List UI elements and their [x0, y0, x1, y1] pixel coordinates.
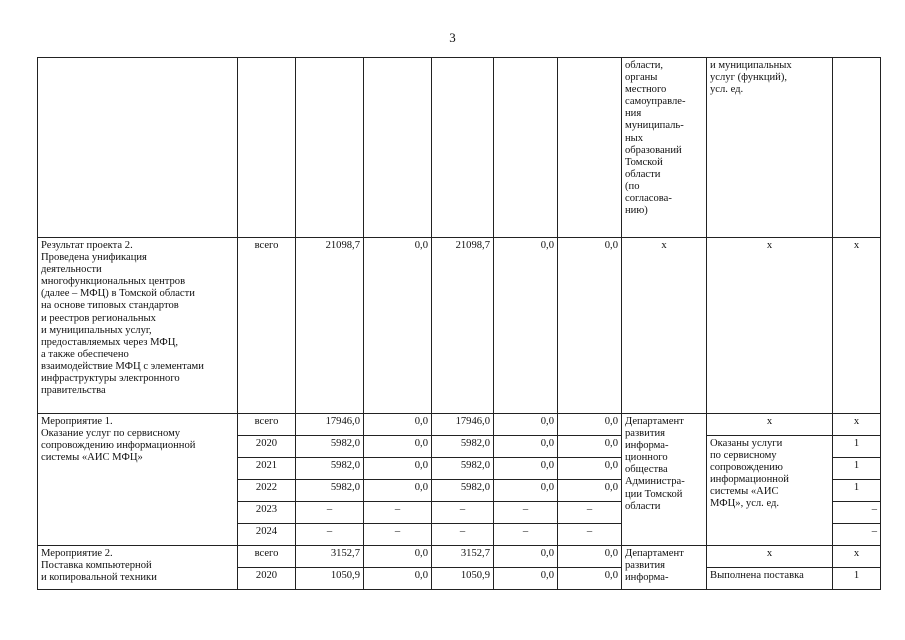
indicator-value: – — [833, 502, 881, 524]
cell — [494, 58, 558, 238]
year-cell: 2021 — [238, 458, 296, 480]
value-cell: 17946,0 — [296, 414, 364, 436]
value-cell: 0,0 — [494, 436, 558, 458]
value-cell: 0,0 — [364, 436, 432, 458]
value-cell: – — [296, 524, 364, 546]
value-cell: 0,0 — [364, 546, 432, 568]
cell — [432, 58, 494, 238]
year-cell: 2024 — [238, 524, 296, 546]
value-cell: 0,0 — [364, 238, 432, 414]
value-cell: 0,0 — [558, 238, 622, 414]
indicator-value: х — [833, 546, 881, 568]
indicator-cell: Выполнена поставка — [707, 568, 833, 590]
value-cell: 5982,0 — [296, 480, 364, 502]
budget-table — [37, 57, 881, 590]
value-cell: – — [432, 502, 494, 524]
indicator-cell: х — [707, 414, 833, 436]
event2-name: Мероприятие 2. Поставка компьютерной и копировальной техники — [38, 546, 238, 590]
indicator-value: х — [833, 414, 881, 436]
value-cell: 17946,0 — [432, 414, 494, 436]
event1-indicator: Оказаны услуги по сервисному сопровождению информационной системы «АИС МФЦ», усл. ед. — [707, 436, 833, 546]
indicator-value: 1 — [833, 480, 881, 502]
value-cell: – — [364, 524, 432, 546]
event1-executor: Департамент развития информа- ционного общества Администра- ции Томской области — [622, 414, 707, 546]
value-cell: 0,0 — [494, 414, 558, 436]
year-cell: всего — [238, 238, 296, 414]
value-cell: – — [296, 502, 364, 524]
value-cell: 0,0 — [558, 568, 622, 590]
value-cell: 0,0 — [494, 546, 558, 568]
year-cell: 2022 — [238, 480, 296, 502]
value-cell: 5982,0 — [432, 480, 494, 502]
value-cell: 5982,0 — [296, 436, 364, 458]
page-number: 3 — [449, 30, 456, 45]
value-cell: 5982,0 — [296, 458, 364, 480]
indicator-value: х — [833, 238, 881, 414]
value-cell: 21098,7 — [296, 238, 364, 414]
value-cell: 0,0 — [494, 238, 558, 414]
value-cell: – — [558, 502, 622, 524]
value-cell: 0,0 — [494, 568, 558, 590]
value-cell: 0,0 — [558, 480, 622, 502]
result2-row — [38, 238, 881, 414]
value-cell: 0,0 — [558, 546, 622, 568]
value-cell: 3152,7 — [296, 546, 364, 568]
value-cell: – — [364, 502, 432, 524]
value-cell: 1050,9 — [432, 568, 494, 590]
indicator-value: 1 — [833, 436, 881, 458]
value-cell: 0,0 — [364, 414, 432, 436]
value-cell: – — [558, 524, 622, 546]
indicator-cell: и муниципальных услуг (функций), усл. ед. — [707, 58, 833, 238]
value-cell: 5982,0 — [432, 458, 494, 480]
value-cell: – — [432, 524, 494, 546]
cell — [38, 58, 238, 238]
value-cell: 0,0 — [364, 568, 432, 590]
executor-cell: х — [622, 238, 707, 414]
value-cell: 0,0 — [494, 458, 558, 480]
year-cell: 2020 — [238, 568, 296, 590]
indicator-cell: х — [707, 238, 833, 414]
indicator-value: 1 — [833, 458, 881, 480]
year-cell: всего — [238, 546, 296, 568]
value-cell: – — [494, 524, 558, 546]
year-cell: 2023 — [238, 502, 296, 524]
cell — [296, 58, 364, 238]
value-cell: – — [494, 502, 558, 524]
value-cell: 0,0 — [364, 458, 432, 480]
value-cell: 5982,0 — [432, 436, 494, 458]
continuation-row — [38, 58, 881, 238]
cell — [238, 58, 296, 238]
event1-name: Мероприятие 1. Оказание услуг по сервисному сопровождению информационной системы «АИС МФЦ» — [38, 414, 238, 546]
value-cell: 0,0 — [494, 480, 558, 502]
value-cell: 0,0 — [558, 436, 622, 458]
value-cell: 3152,7 — [432, 546, 494, 568]
value-cell: 21098,7 — [432, 238, 494, 414]
indicator-value: 1 — [833, 568, 881, 590]
value-cell: 0,0 — [558, 414, 622, 436]
value-cell: 0,0 — [364, 480, 432, 502]
event1-row — [38, 414, 881, 436]
cell — [833, 58, 881, 238]
event2-executor: Департамент развития информа- — [622, 546, 707, 590]
result2-name: Результат проекта 2. Проведена унификация деятельности многофункциональных центров (далее – МФЦ) в Томской области на основе типовых стандартов и реестров региональных и муниципальных услуг, предоставляемых через МФЦ, а также обеспечено взаимодействие МФЦ с элементами инфраструктуры электронного правительства — [38, 238, 238, 414]
cell — [558, 58, 622, 238]
executor-cell: области, органы местного самоуправле- ния муниципаль- ных образований Томской области (по согласова- нию) — [622, 58, 707, 238]
value-cell: 0,0 — [558, 458, 622, 480]
indicator-cell: х — [707, 546, 833, 568]
cell — [364, 58, 432, 238]
year-cell: 2020 — [238, 436, 296, 458]
value-cell: 1050,9 — [296, 568, 364, 590]
year-cell: всего — [238, 414, 296, 436]
event2-row — [38, 546, 881, 568]
indicator-value: – — [833, 524, 881, 546]
